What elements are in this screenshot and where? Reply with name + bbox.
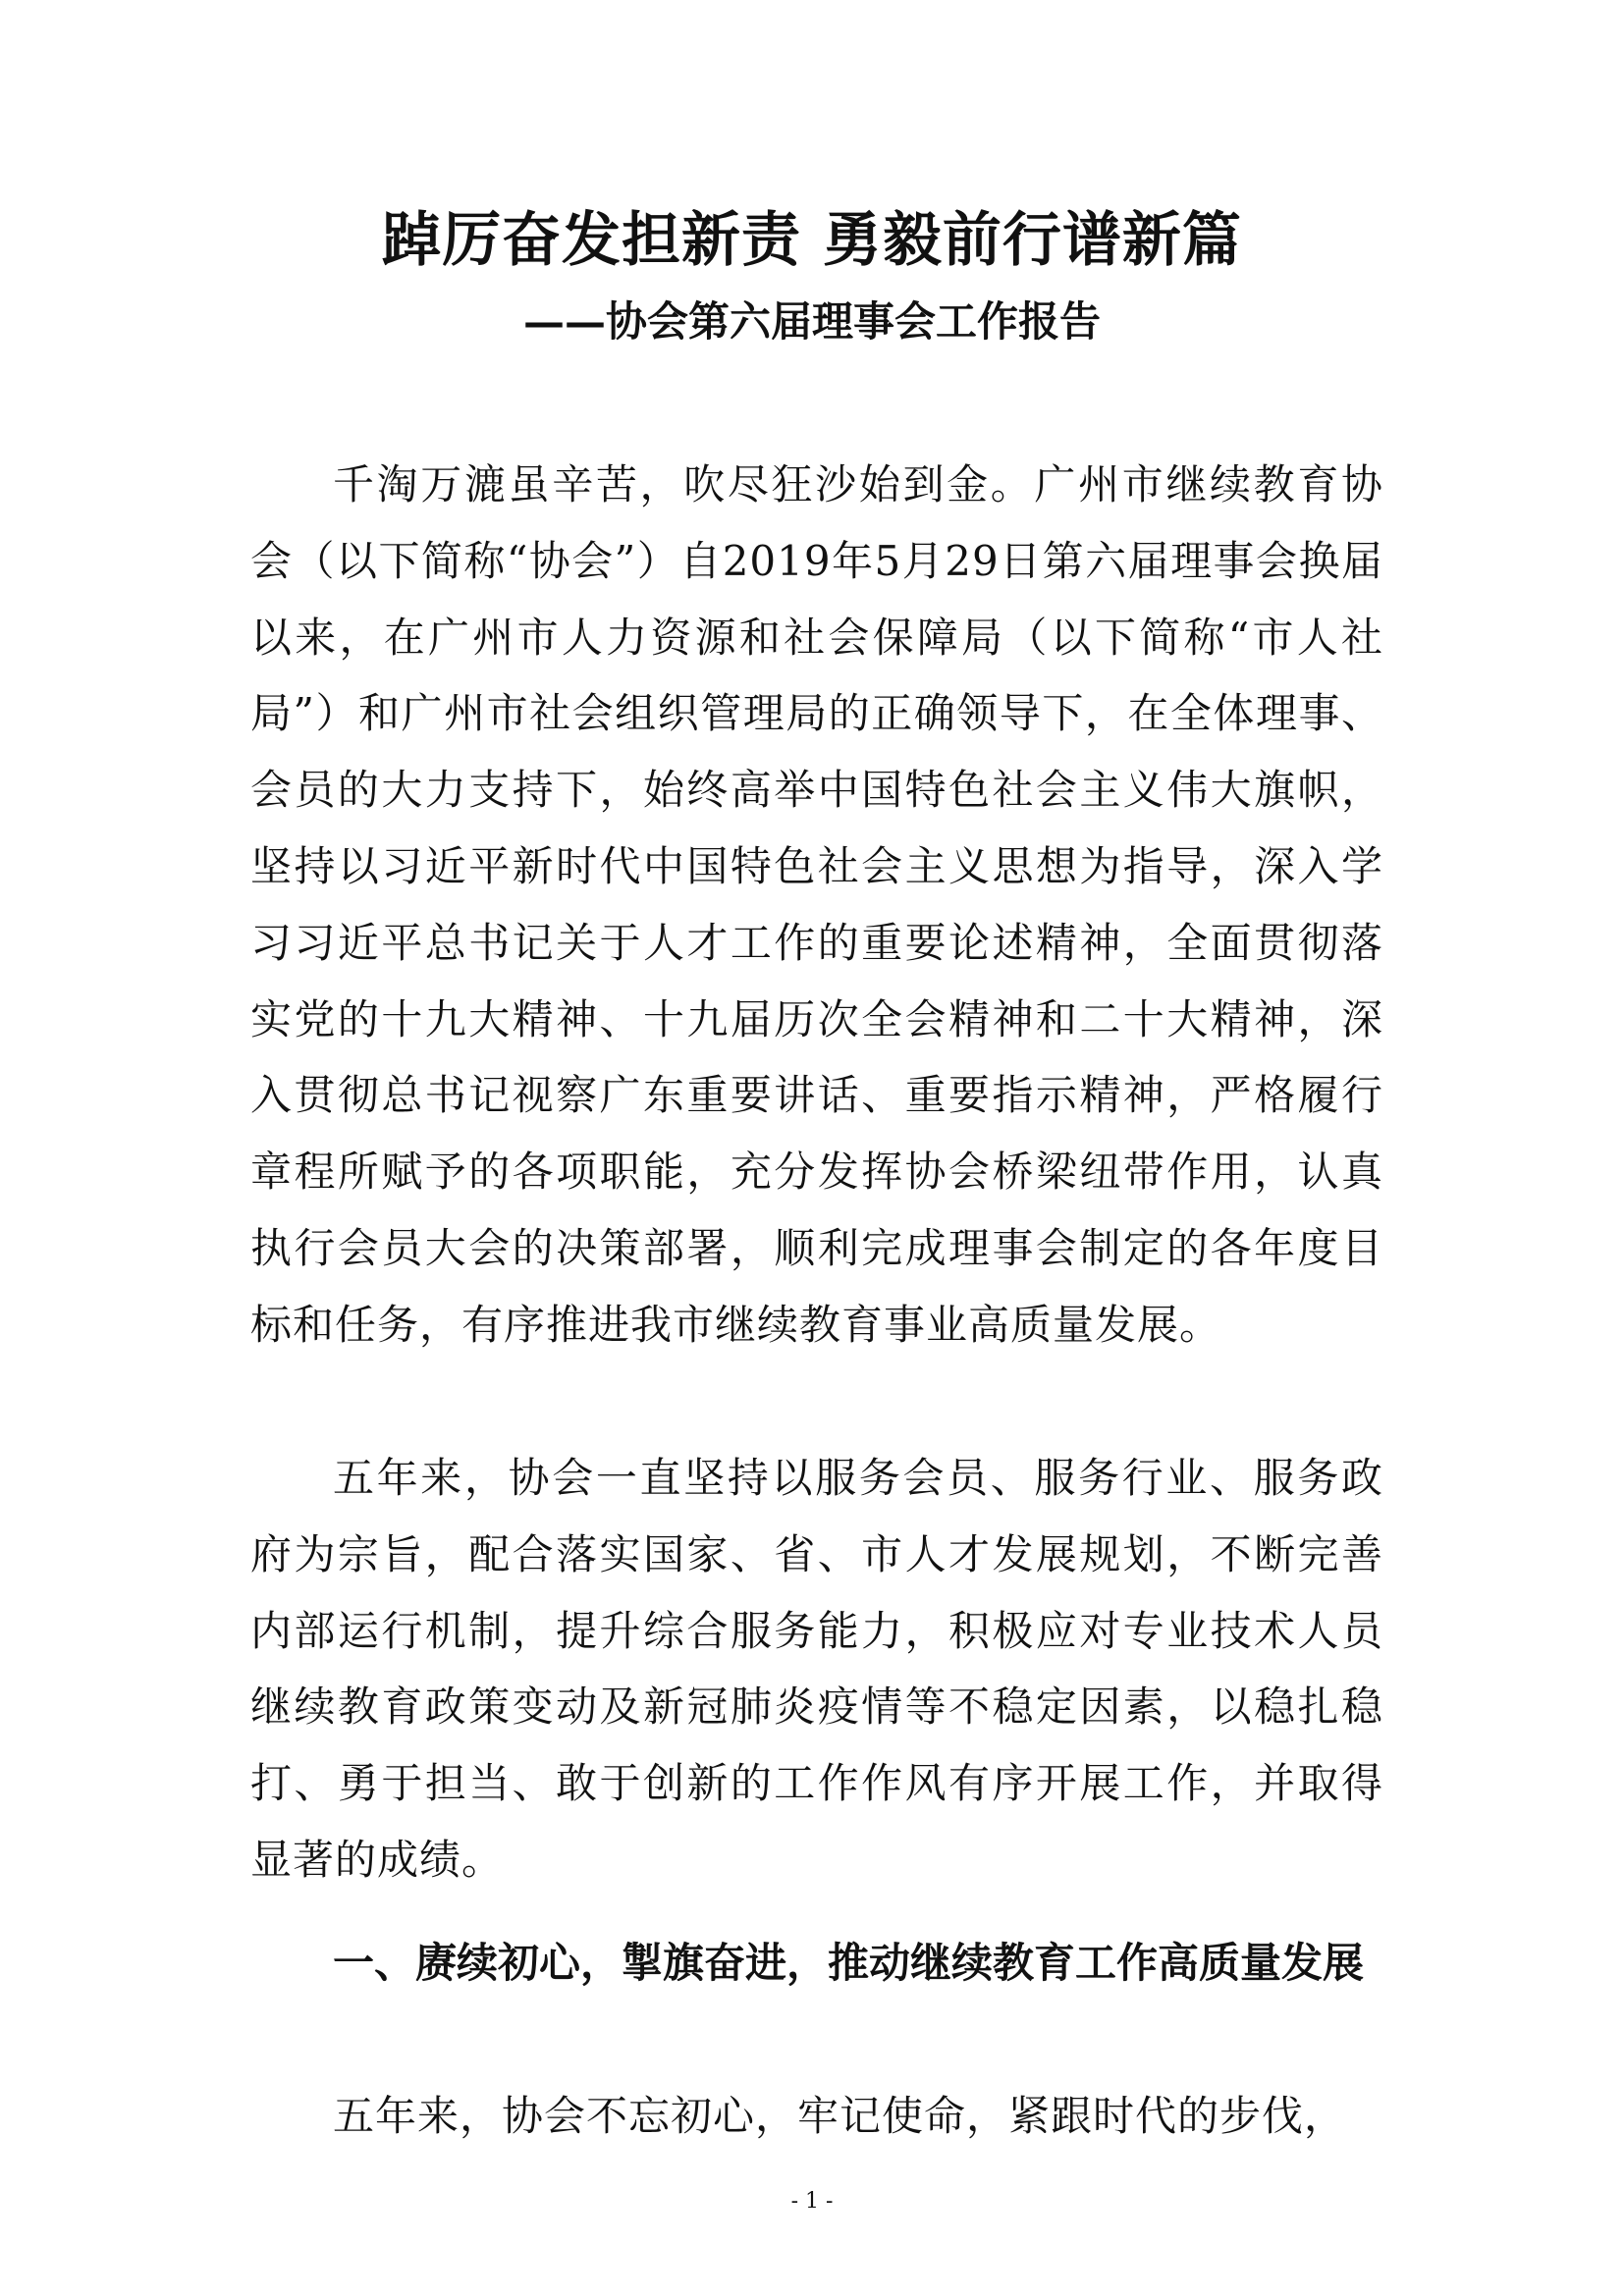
page-number: - 1 -: [790, 2189, 834, 2214]
body-paragraph: 五年来，协会一直坚持以服务会员、服务行业、服务政府为宗旨，配合落实国家、省、市人才发展规划，不断完善内部运行机制，提升综合服务能力，积极应对专业技术人员继续教育政策变动及新冠肺炎疫情等不稳定因素，以稳扎稳打、勇于担当、敢于创新的工作作风有序开展工作，并取得显著的成绩。: [250, 1454, 1383, 1884]
section-heading: 一、赓续初心，掣旗奋进，推动继续教育工作高质量发展: [333, 1939, 1365, 1987]
document-title: 踔厉奋发担新责 勇毅前行谱新篇: [382, 206, 1242, 275]
section-paragraph: 五年来，协会不忘初心，牢记使命，紧跟时代的步伐，: [333, 2092, 1347, 2140]
body-paragraph: 千淘万漉虽辛苦，吹尽狂沙始到金。广州市继续教育协会（以下简称“协会”）自2019年5月29日第六届理事会换届以来，在广州市人力资源和社会保障局（以下简称“市人社局”）和广州市社会组织管理局的正确领导下，在全体理事、会员的大力支持下，始终高举中国特色社会主义伟大旗帜，坚持以习近平新时代中国特色社会主义思想为指导，深入学习习近平总书记关于人才工作的重要论述精神，全面贯彻落实党的十九大精神、十九届历次全会精神和二十大精神，深入贯彻总书记视察广东重要讲话、重要指示精神，严格履行章程所赋予的各项职能，充分发挥协会桥梁纽带作用，认真执行会员大会的决策部署，顺利完成理事会制定的各年度目标和任务，有序推进我市继续教育事业高质量发展。: [250, 460, 1383, 1349]
document-subtitle: ——协会第六届理事会工作报告: [522, 297, 1101, 346]
